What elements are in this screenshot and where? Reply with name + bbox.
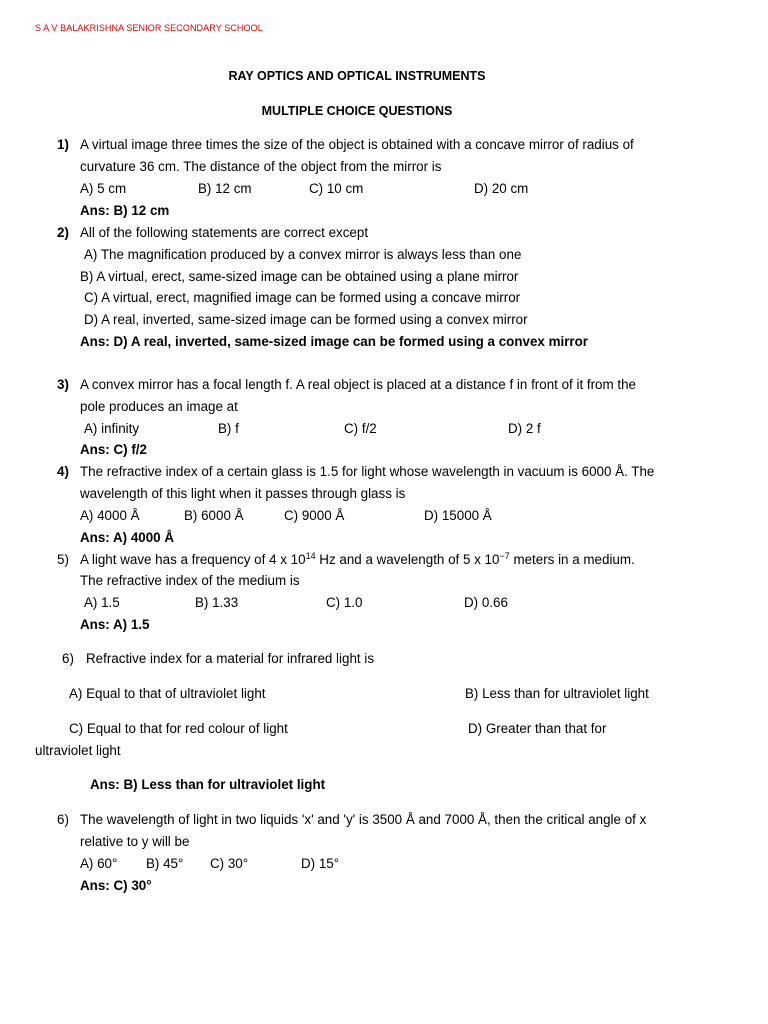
question-text: The wavelength of light in two liquids 'x' and 'y' is 3500 Å and 7000 Å, then the critical angle of x [80, 812, 647, 827]
option-c: C) 10 cm [309, 181, 364, 196]
option-a: A) infinity [84, 421, 140, 436]
option-a: A) 4000 Å [80, 508, 140, 523]
option-b: B) 1.33 [195, 595, 239, 610]
option-d: D) 20 cm [474, 181, 529, 196]
option-c: C) A virtual, erect, magnified image can be formed using a concave mirror [84, 290, 521, 305]
option-c: C) f/2 [344, 421, 377, 436]
answer: Ans: C) 30° [80, 878, 152, 893]
question-text-part: meters in a medium. [509, 552, 635, 567]
exponent: −7 [499, 551, 510, 561]
answer: Ans: A) 1.5 [80, 617, 150, 632]
answer: Ans: B) 12 cm [80, 203, 170, 218]
option-d: D) 15° [301, 856, 340, 871]
option-b: B) Less than for ultraviolet light [465, 686, 649, 701]
school-name: S A V BALAKRISHNA SENIOR SECONDARY SCHOOL [35, 23, 263, 33]
option-c: C) 9000 Å [284, 508, 345, 523]
option-d: D) 2 f [508, 421, 541, 436]
question-text: The refractive index of a certain glass is 1.5 for light whose wavelength in vacuum is 6000 Å. The [80, 464, 655, 479]
option-c: C) 30° [210, 856, 249, 871]
page-subtitle: MULTIPLE CHOICE QUESTIONS [261, 104, 453, 118]
question-text-part: Hz and a wavelength of 5 x 10 [315, 552, 500, 567]
question-number: 1) [57, 137, 69, 152]
option-d-continued: ultraviolet light [35, 743, 121, 758]
option-b: B) 12 cm [198, 181, 252, 196]
question-text: All of the following statements are correct except [80, 225, 369, 240]
answer: Ans: D) A real, inverted, same-sized image can be formed using a convex mirror [80, 334, 589, 349]
answer: Ans: A) 4000 Å [80, 530, 175, 545]
question-number: 3) [57, 377, 69, 392]
option-d: D) 15000 Å [424, 508, 492, 523]
option-c: C) 1.0 [326, 595, 363, 610]
question-text [80, 549, 635, 571]
page-title: RAY OPTICS AND OPTICAL INSTRUMENTS [228, 69, 486, 83]
option-a: A) The magnification produced by a convex mirror is always less than one [84, 247, 522, 262]
option-a: A) 1.5 [84, 595, 120, 610]
question-text: A convex mirror has a focal length f. A real object is placed at a distance f in front of it from the [80, 377, 636, 392]
option-b: B) 45° [146, 856, 184, 871]
question-number: 5) [57, 552, 69, 567]
question-text: A virtual image three times the size of the object is obtained with a concave mirror of radius of [80, 137, 634, 152]
question-number: 6) [62, 651, 74, 666]
answer: Ans: B) Less than for ultraviolet light [90, 777, 326, 792]
question-number: 2) [57, 225, 69, 240]
option-a: A) 5 cm [80, 181, 127, 196]
option-b: B) 6000 Å [184, 508, 244, 523]
option-a: A) Equal to that of ultraviolet light [69, 686, 266, 701]
question-number: 4) [57, 464, 69, 479]
option-b: B) A virtual, erect, same-sized image can be obtained using a plane mirror [80, 269, 519, 284]
question-number: 6) [57, 812, 69, 827]
option-d: D) Greater than that for [468, 721, 607, 736]
option-a: A) 60° [80, 856, 118, 871]
option-b: B) f [218, 421, 239, 436]
option-d: D) A real, inverted, same-sized image can be formed using a convex mirror [84, 312, 528, 327]
option-d: D) 0.66 [464, 595, 508, 610]
answer: Ans: C) f/2 [80, 442, 147, 457]
question-text: curvature 36 cm. The distance of the object from the mirror is [80, 159, 442, 174]
question-text: pole produces an image at [80, 399, 238, 414]
question-text-part: A light wave has a frequency of 4 x 10 [80, 552, 306, 567]
question-text: wavelength of this light when it passes through glass is [80, 486, 406, 501]
question-text: relative to y will be [80, 834, 190, 849]
question-text: The refractive index of the medium is [80, 573, 300, 588]
exponent: 14 [305, 551, 316, 561]
question-text: Refractive index for a material for infrared light is [86, 651, 375, 666]
option-c: C) Equal to that for red colour of light [69, 721, 288, 736]
